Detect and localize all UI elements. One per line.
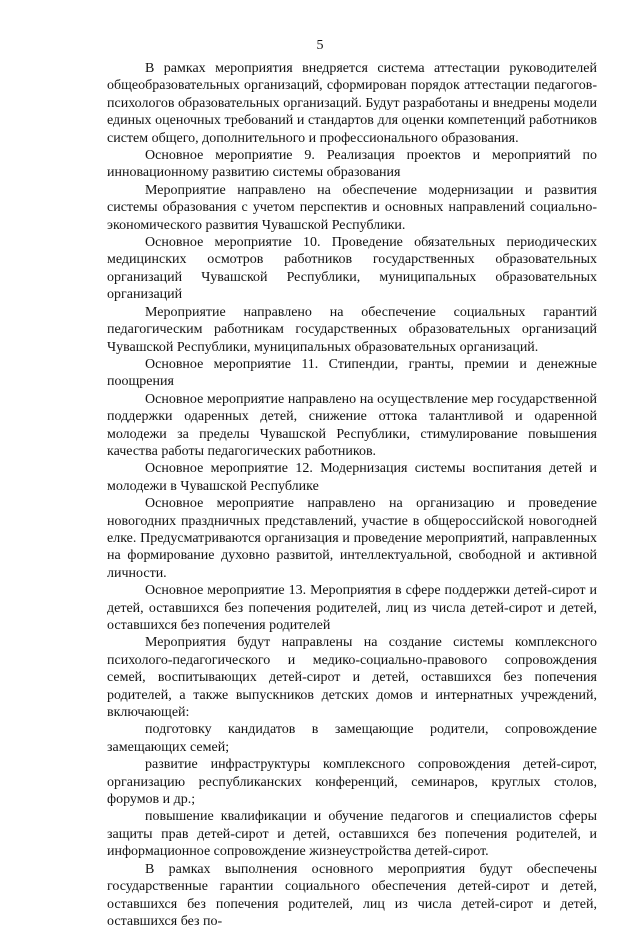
document-body	[107, 60, 597, 930]
list-item-candidates: подготовку кандидатов в замещающие родители, сопровождение замещающих семей;	[107, 722, 597, 755]
paragraph-measure-10: Мероприятие направлено на обеспечение социальных гарантий педагогическим работникам государственных образовательных организаций Чувашской Республики, муниципальных образовательных организаций.	[107, 304, 597, 355]
list-item-infrastructure: развитие инфраструктуры комплексного сопровождения детей-сирот, организацию республиканских конференций, семинаров, круглых столов, форумов и др.;	[107, 757, 597, 808]
paragraph-measure-13: Мероприятия будут направлены на создание системы комплексного психолого-педагогического и медико-социально-правового сопровождения семей, воспитывающих детей-сирот и детей, оставшихся без попечения родителей, а также выпускников детских домов и интернатных учреждений, включающей:	[107, 635, 597, 721]
paragraph-guarantees: В рамках выполнения основного мероприятия будут обеспечены государственные гарантии социального обеспечения детей-сирот и детей, оставшихся без попечения родителей, лиц из числа детей-сирот и детей, оставшихся без по-	[107, 861, 597, 929]
paragraph-attestation: В рамках мероприятия внедряется система аттестации руководителей общеобразовательных организаций, сформирован порядок аттестации педагогов-психологов образовательных организаций. Будут разработаны и внедрены модели единых оценочных требований и стандартов для оценки компетенций работников систем общего, дополнительного и профессионального образования.	[107, 61, 597, 146]
paragraph-measure-9: Мероприятие направлено на обеспечение модернизации и развития системы образования с учетом перспектив и основных направлений социально-экономического развития Чувашской Республики.	[107, 182, 597, 233]
paragraph-measure-11: Основное мероприятие направлено на осуществление мер государственной поддержки одаренных детей, снижение оттока талантливой и одаренной молодежи за пределы Чувашской Республики, стимулирование повышения качества работы педагогических работников.	[107, 391, 597, 459]
heading-measure-10: Основное мероприятие 10. Проведение обязательных периодических медицинских осмотров работников государственных образовательных организаций Чувашской Республики, муниципальных образовательных организаций	[107, 235, 597, 303]
list-item-qualification: повышение квалификации и обучение педагогов и специалистов сферы защиты прав детей-сирот и детей, оставшихся без попечения родителей, и информационное сопровождение жизнеустройства детей-сирот.	[107, 809, 597, 860]
paragraph-measure-12: Основное мероприятие направлено на организацию и проведение новогодних праздничных представлений, участие в общероссийской новогодней елке. Предусматриваются организация и проведение мероприятий, направленных на формирование духовно развитой, интеллектуальной, свободной и активной личности.	[107, 496, 597, 581]
heading-measure-11: Основное мероприятие 11. Стипендии, гранты, премии и денежные поощрения	[107, 356, 597, 390]
page-number: 5	[316, 38, 324, 53]
heading-measure-13: Основное мероприятие 13. Мероприятия в сфере поддержки детей-сирот и детей, оставшихся без попечения родителей, лиц из числа детей-сирот и детей, оставшихся без попечения родителей	[107, 583, 597, 633]
heading-measure-12: Основное мероприятие 12. Модернизация системы воспитания детей и молодежи в Чувашской Республике	[107, 461, 597, 494]
heading-measure-9: Основное мероприятие 9. Реализация проектов и мероприятий по инновационному развитию системы образования	[107, 148, 597, 181]
